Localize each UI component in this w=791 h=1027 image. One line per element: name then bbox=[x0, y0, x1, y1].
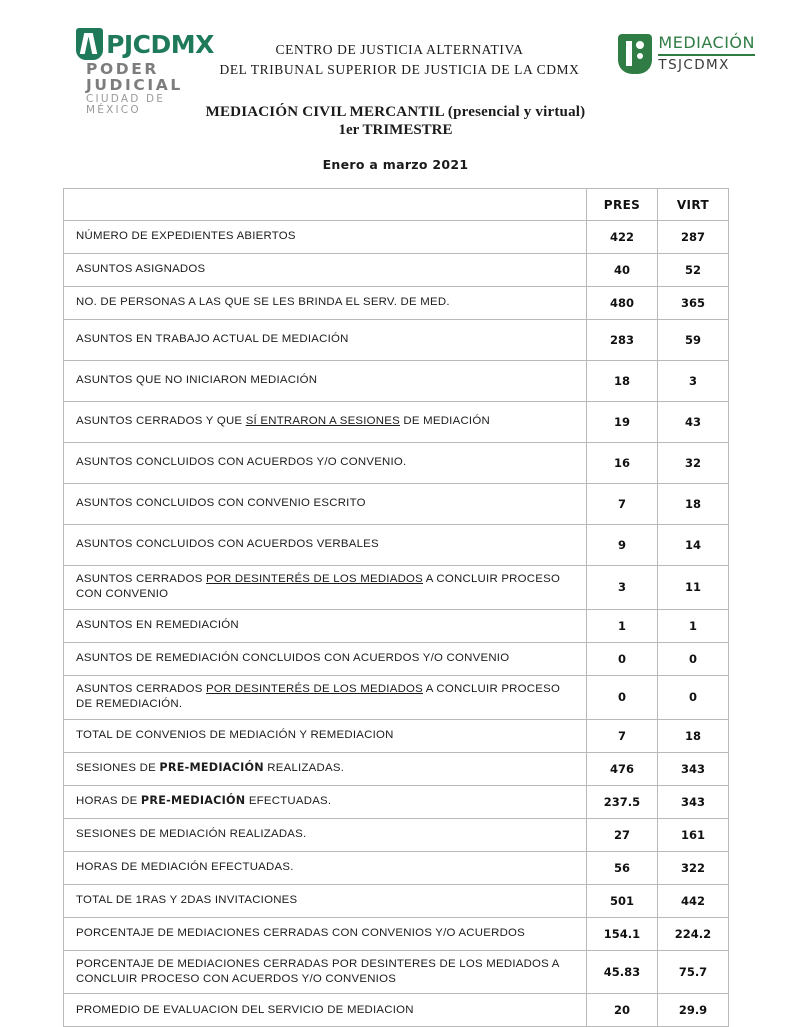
row-value-virt: 29.9 bbox=[658, 994, 729, 1027]
row-label: PORCENTAJE DE MEDIACIONES CERRADAS CON CONVENIOS Y/O ACUERDOS bbox=[64, 917, 587, 950]
table-row bbox=[64, 443, 729, 484]
logo-poder-judicial bbox=[36, 28, 214, 117]
row-value-pres: 7 bbox=[587, 484, 658, 525]
row-value-pres: 0 bbox=[587, 642, 658, 675]
row-label: ASUNTOS CONCLUIDOS CON ACUERDOS Y/O CONVENIO. bbox=[64, 443, 587, 484]
table-row bbox=[64, 851, 729, 884]
shield-icon bbox=[76, 28, 103, 60]
page-subtitle: 1er TRIMESTRE bbox=[338, 122, 453, 138]
row-label: SESIONES DE PRE-MEDIACIÓN REALIZADAS. bbox=[64, 752, 587, 785]
logo-mediacion-line2: TSJCDMX bbox=[658, 57, 730, 74]
row-value-pres: 3 bbox=[587, 566, 658, 610]
row-label: NÚMERO DE EXPEDIENTES ABIERTOS bbox=[64, 221, 587, 254]
row-value-pres: 480 bbox=[587, 287, 658, 320]
row-value-virt: 75.7 bbox=[658, 950, 729, 994]
table-row bbox=[64, 254, 729, 287]
row-value-pres: 18 bbox=[587, 361, 658, 402]
logo-pj-city: CIUDAD DE MÉXICO bbox=[86, 92, 166, 117]
row-value-pres: 154.1 bbox=[587, 917, 658, 950]
table-row bbox=[64, 785, 729, 818]
logo-pj-subtitle: PODER JUDICIAL bbox=[86, 60, 183, 95]
row-value-virt: 343 bbox=[658, 752, 729, 785]
row-value-virt: 0 bbox=[658, 675, 729, 719]
row-label: ASUNTOS QUE NO INICIARON MEDIACIÓN bbox=[64, 361, 587, 402]
row-value-virt: 224.2 bbox=[658, 917, 729, 950]
table-row bbox=[64, 818, 729, 851]
row-value-pres: 40 bbox=[587, 254, 658, 287]
row-value-virt: 18 bbox=[658, 719, 729, 752]
statistics-table bbox=[63, 188, 729, 1027]
row-value-virt: 161 bbox=[658, 818, 729, 851]
row-label: ASUNTOS CERRADOS POR DESINTERÉS DE LOS MEDIADOS A CONCLUIR PROCESO CON CONVENIO bbox=[64, 566, 587, 610]
row-value-pres: 476 bbox=[587, 752, 658, 785]
header-institution bbox=[204, 28, 595, 79]
row-value-pres: 16 bbox=[587, 443, 658, 484]
table-row bbox=[64, 950, 729, 994]
header-line-2: DEL TRIBUNAL SUPERIOR DE JUSTICIA DE LA CDMX bbox=[219, 61, 580, 77]
row-value-virt: 59 bbox=[658, 320, 729, 361]
row-label: ASUNTOS CERRADOS Y QUE SÍ ENTRARON A SESIONES DE MEDIACIÓN bbox=[64, 402, 587, 443]
table-row bbox=[64, 752, 729, 785]
logo-mediacion-line1: MEDIACIÓN bbox=[658, 33, 755, 53]
row-value-virt: 14 bbox=[658, 525, 729, 566]
row-label: HORAS DE MEDIACIÓN EFECTUADAS. bbox=[64, 851, 587, 884]
row-value-pres: 1 bbox=[587, 609, 658, 642]
row-label: ASUNTOS CONCLUIDOS CON CONVENIO ESCRITO bbox=[64, 484, 587, 525]
row-label: TOTAL DE 1RAS Y 2DAS INVITACIONES bbox=[64, 884, 587, 917]
logo-divider bbox=[658, 54, 755, 56]
logo-mediacion-text bbox=[658, 34, 755, 74]
report-period: Enero a marzo 2021 bbox=[322, 157, 469, 172]
row-label: PORCENTAJE DE MEDIACIONES CERRADAS POR DESINTERES DE LOS MEDIADOS A CONCLUIR PROCESO CON ACUERDOS Y/O CONVENIOS bbox=[64, 950, 587, 994]
row-value-virt: 3 bbox=[658, 361, 729, 402]
table-row bbox=[64, 287, 729, 320]
column-header-virt: VIRT bbox=[658, 189, 729, 221]
row-label: ASUNTOS ASIGNADOS bbox=[64, 254, 587, 287]
row-label: ASUNTOS EN REMEDIACIÓN bbox=[64, 609, 587, 642]
row-value-virt: 18 bbox=[658, 484, 729, 525]
row-value-virt: 32 bbox=[658, 443, 729, 484]
row-label: ASUNTOS EN TRABAJO ACTUAL DE MEDIACIÓN bbox=[64, 320, 587, 361]
logo-pj-title: PJCDMX bbox=[106, 29, 214, 59]
table-row bbox=[64, 484, 729, 525]
column-header-pres: PRES bbox=[587, 189, 658, 221]
table-row bbox=[64, 609, 729, 642]
header-line-1: CENTRO DE JUSTICIA ALTERNATIVA bbox=[275, 42, 524, 57]
row-value-pres: 9 bbox=[587, 525, 658, 566]
table-row bbox=[64, 994, 729, 1027]
row-value-virt: 322 bbox=[658, 851, 729, 884]
row-label: PROMEDIO DE EVALUACION DEL SERVICIO DE MEDIACION bbox=[64, 994, 587, 1027]
mediation-shield-icon bbox=[618, 34, 652, 74]
row-value-virt: 287 bbox=[658, 221, 729, 254]
row-value-pres: 27 bbox=[587, 818, 658, 851]
table-row bbox=[64, 719, 729, 752]
row-value-virt: 52 bbox=[658, 254, 729, 287]
table-row bbox=[64, 525, 729, 566]
row-value-pres: 501 bbox=[587, 884, 658, 917]
table-header-row bbox=[64, 189, 729, 221]
row-label: ASUNTOS DE REMEDIACIÓN CONCLUIDOS CON ACUERDOS Y/O CONVENIO bbox=[64, 642, 587, 675]
row-value-virt: 442 bbox=[658, 884, 729, 917]
row-value-pres: 0 bbox=[587, 675, 658, 719]
table-row bbox=[64, 320, 729, 361]
row-value-pres: 237.5 bbox=[587, 785, 658, 818]
table-row bbox=[64, 642, 729, 675]
row-value-pres: 20 bbox=[587, 994, 658, 1027]
logo-pj-row bbox=[76, 28, 214, 60]
row-label: ASUNTOS CONCLUIDOS CON ACUERDOS VERBALES bbox=[64, 525, 587, 566]
row-value-pres: 19 bbox=[587, 402, 658, 443]
row-value-virt: 0 bbox=[658, 642, 729, 675]
table-row bbox=[64, 675, 729, 719]
row-value-pres: 422 bbox=[587, 221, 658, 254]
row-label: HORAS DE PRE-MEDIACIÓN EFECTUADAS. bbox=[64, 785, 587, 818]
table-row bbox=[64, 566, 729, 610]
row-value-virt: 11 bbox=[658, 566, 729, 610]
row-value-virt: 43 bbox=[658, 402, 729, 443]
row-value-pres: 45.83 bbox=[587, 950, 658, 994]
table-row bbox=[64, 917, 729, 950]
row-value-pres: 283 bbox=[587, 320, 658, 361]
table-row bbox=[64, 402, 729, 443]
row-value-pres: 7 bbox=[587, 719, 658, 752]
row-value-virt: 1 bbox=[658, 609, 729, 642]
table-row bbox=[64, 221, 729, 254]
table-row bbox=[64, 361, 729, 402]
row-label: TOTAL DE CONVENIOS DE MEDIACIÓN Y REMEDIACION bbox=[64, 719, 587, 752]
logo-mediacion bbox=[595, 28, 755, 74]
row-value-virt: 343 bbox=[658, 785, 729, 818]
column-header-label bbox=[64, 189, 587, 221]
row-label: ASUNTOS CERRADOS POR DESINTERÉS DE LOS MEDIADOS A CONCLUIR PROCESO DE REMEDIACIÓN. bbox=[64, 675, 587, 719]
page-title: MEDIACIÓN CIVIL MERCANTIL (presencial y virtual) bbox=[205, 104, 586, 120]
statistics-table-wrapper bbox=[63, 188, 728, 1027]
row-value-virt: 365 bbox=[658, 287, 729, 320]
row-label: NO. DE PERSONAS A LAS QUE SE LES BRINDA EL SERV. DE MED. bbox=[64, 287, 587, 320]
table-row bbox=[64, 884, 729, 917]
row-value-pres: 56 bbox=[587, 851, 658, 884]
row-label: SESIONES DE MEDIACIÓN REALIZADAS. bbox=[64, 818, 587, 851]
